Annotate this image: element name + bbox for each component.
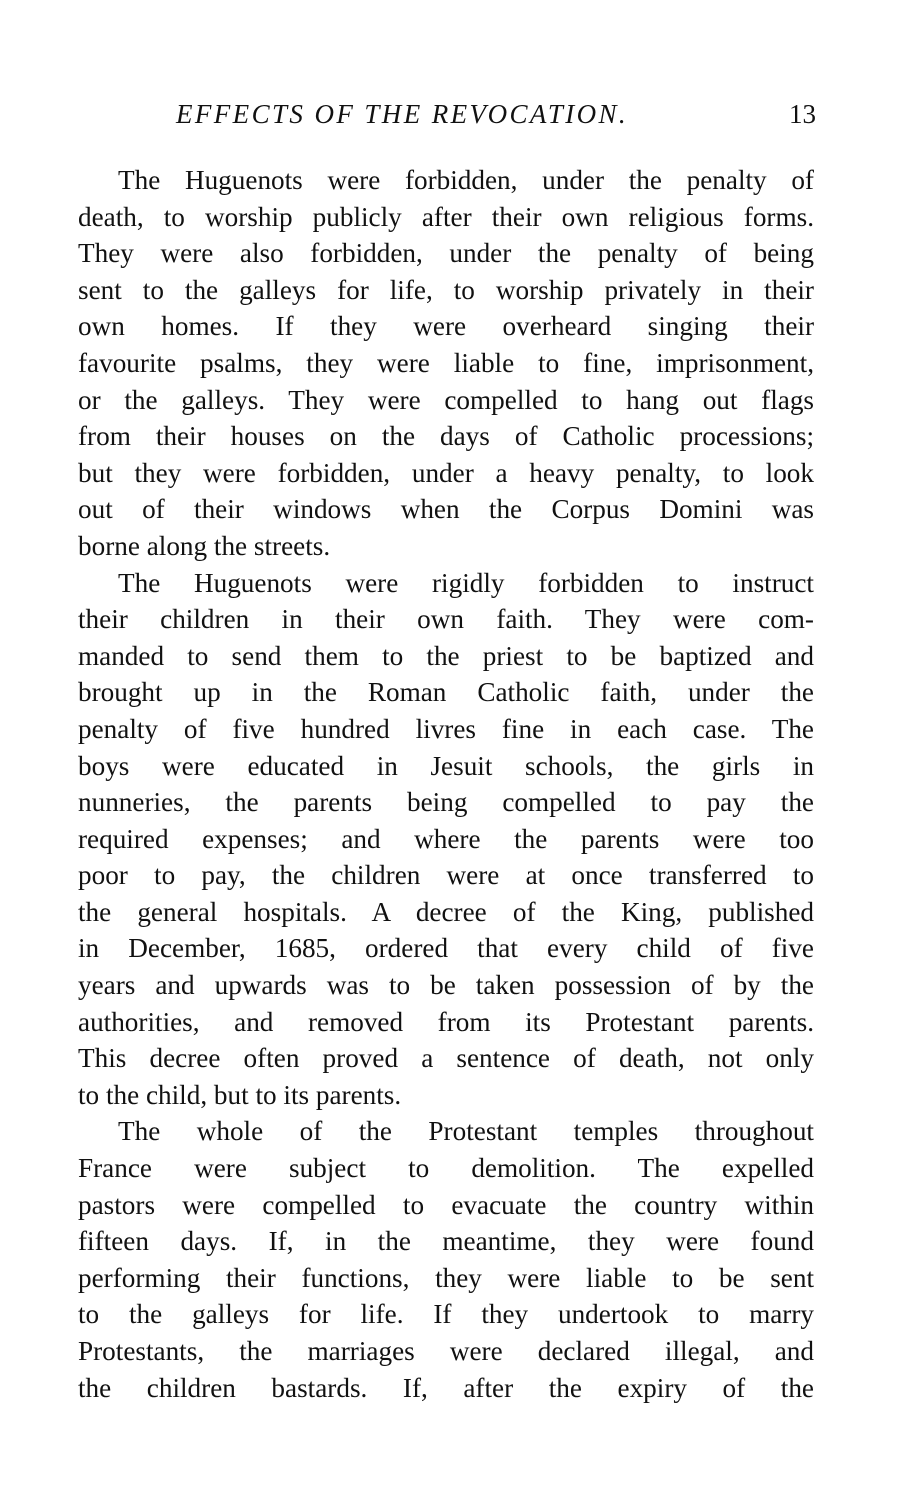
text-line: France were subject to demolition. The expelled [78, 1153, 814, 1184]
text-line: penalty of five hundred livres fine in each case. The [78, 713, 814, 744]
text-line: They were also forbidden, under the penalty of being [78, 238, 814, 269]
text-line: the general hospitals. A decree of the King, published [78, 896, 814, 927]
text-line: fifteen days. If, in the meantime, they were found [78, 1226, 814, 1257]
text-line: favourite psalms, they were liable to fine, imprisonment, [78, 347, 814, 378]
body-text [78, 162, 814, 1406]
text-line: years and upwards was to be taken possession of by the [78, 970, 814, 1001]
page-number: 13 [789, 99, 816, 129]
text-line: required expenses; and where the parents were too [78, 823, 814, 854]
text-line: pastors were compelled to evacuate the country within [78, 1189, 814, 1220]
paragraph-2 [78, 565, 814, 1114]
text-line: Protestants, the marriages were declared illegal, and [78, 1336, 814, 1366]
text-line: to the galleys for life. If they undertook to marry [78, 1299, 814, 1330]
text-line: performing their functions, they were liable to be sent [78, 1262, 814, 1293]
text-line: their children in their own faith. They were com- [78, 604, 814, 635]
text-line: The Huguenots were rigidly forbidden to instruct [118, 567, 814, 598]
text-line: own homes. If they were overheard singing their [78, 311, 814, 342]
text-line: but they were forbidden, under a heavy penalty, to look [78, 457, 814, 488]
text-line: borne along the streets. [78, 530, 331, 561]
text-line: in December, 1685, ordered that every child of five [78, 933, 814, 964]
text-line: sent to the galleys for life, to worship privately in their [78, 274, 814, 305]
text-line: The whole of the Protestant temples throughout [118, 1116, 814, 1147]
text-line: This decree often proved a sentence of death, not only [78, 1043, 814, 1074]
text-line: or the galleys. They were compelled to hang out flags [78, 384, 814, 415]
text-line: authorities, and removed from its Protestant parents. [78, 1006, 814, 1037]
text-line: from their houses on the days of Catholic processions; [78, 421, 814, 452]
text-line: brought up in the Roman Catholic faith, under the [78, 677, 814, 708]
text-line: out of their windows when the Corpus Domini was [78, 494, 814, 525]
text-line: boys were educated in Jesuit schools, the girls in [78, 750, 814, 781]
text-line: manded to send them to the priest to be baptized and [78, 640, 814, 671]
text-line: the children bastards. If, after the expiry of the [78, 1372, 814, 1403]
text-line: The Huguenots were forbidden, under the penalty of [118, 165, 814, 195]
text-line: death, to worship publicly after their own religious forms. [78, 201, 814, 232]
paragraph-3 [78, 1113, 814, 1406]
running-title: EFFECTS OF THE REVOCATION. [176, 99, 629, 129]
paragraph-1 [78, 162, 814, 565]
text-line: poor to pay, the children were at once transferred to [78, 860, 814, 891]
text-line: nunneries, the parents being compelled to pay the [78, 787, 814, 818]
running-header [80, 97, 816, 137]
text-line: to the child, but to its parents. [78, 1079, 402, 1110]
